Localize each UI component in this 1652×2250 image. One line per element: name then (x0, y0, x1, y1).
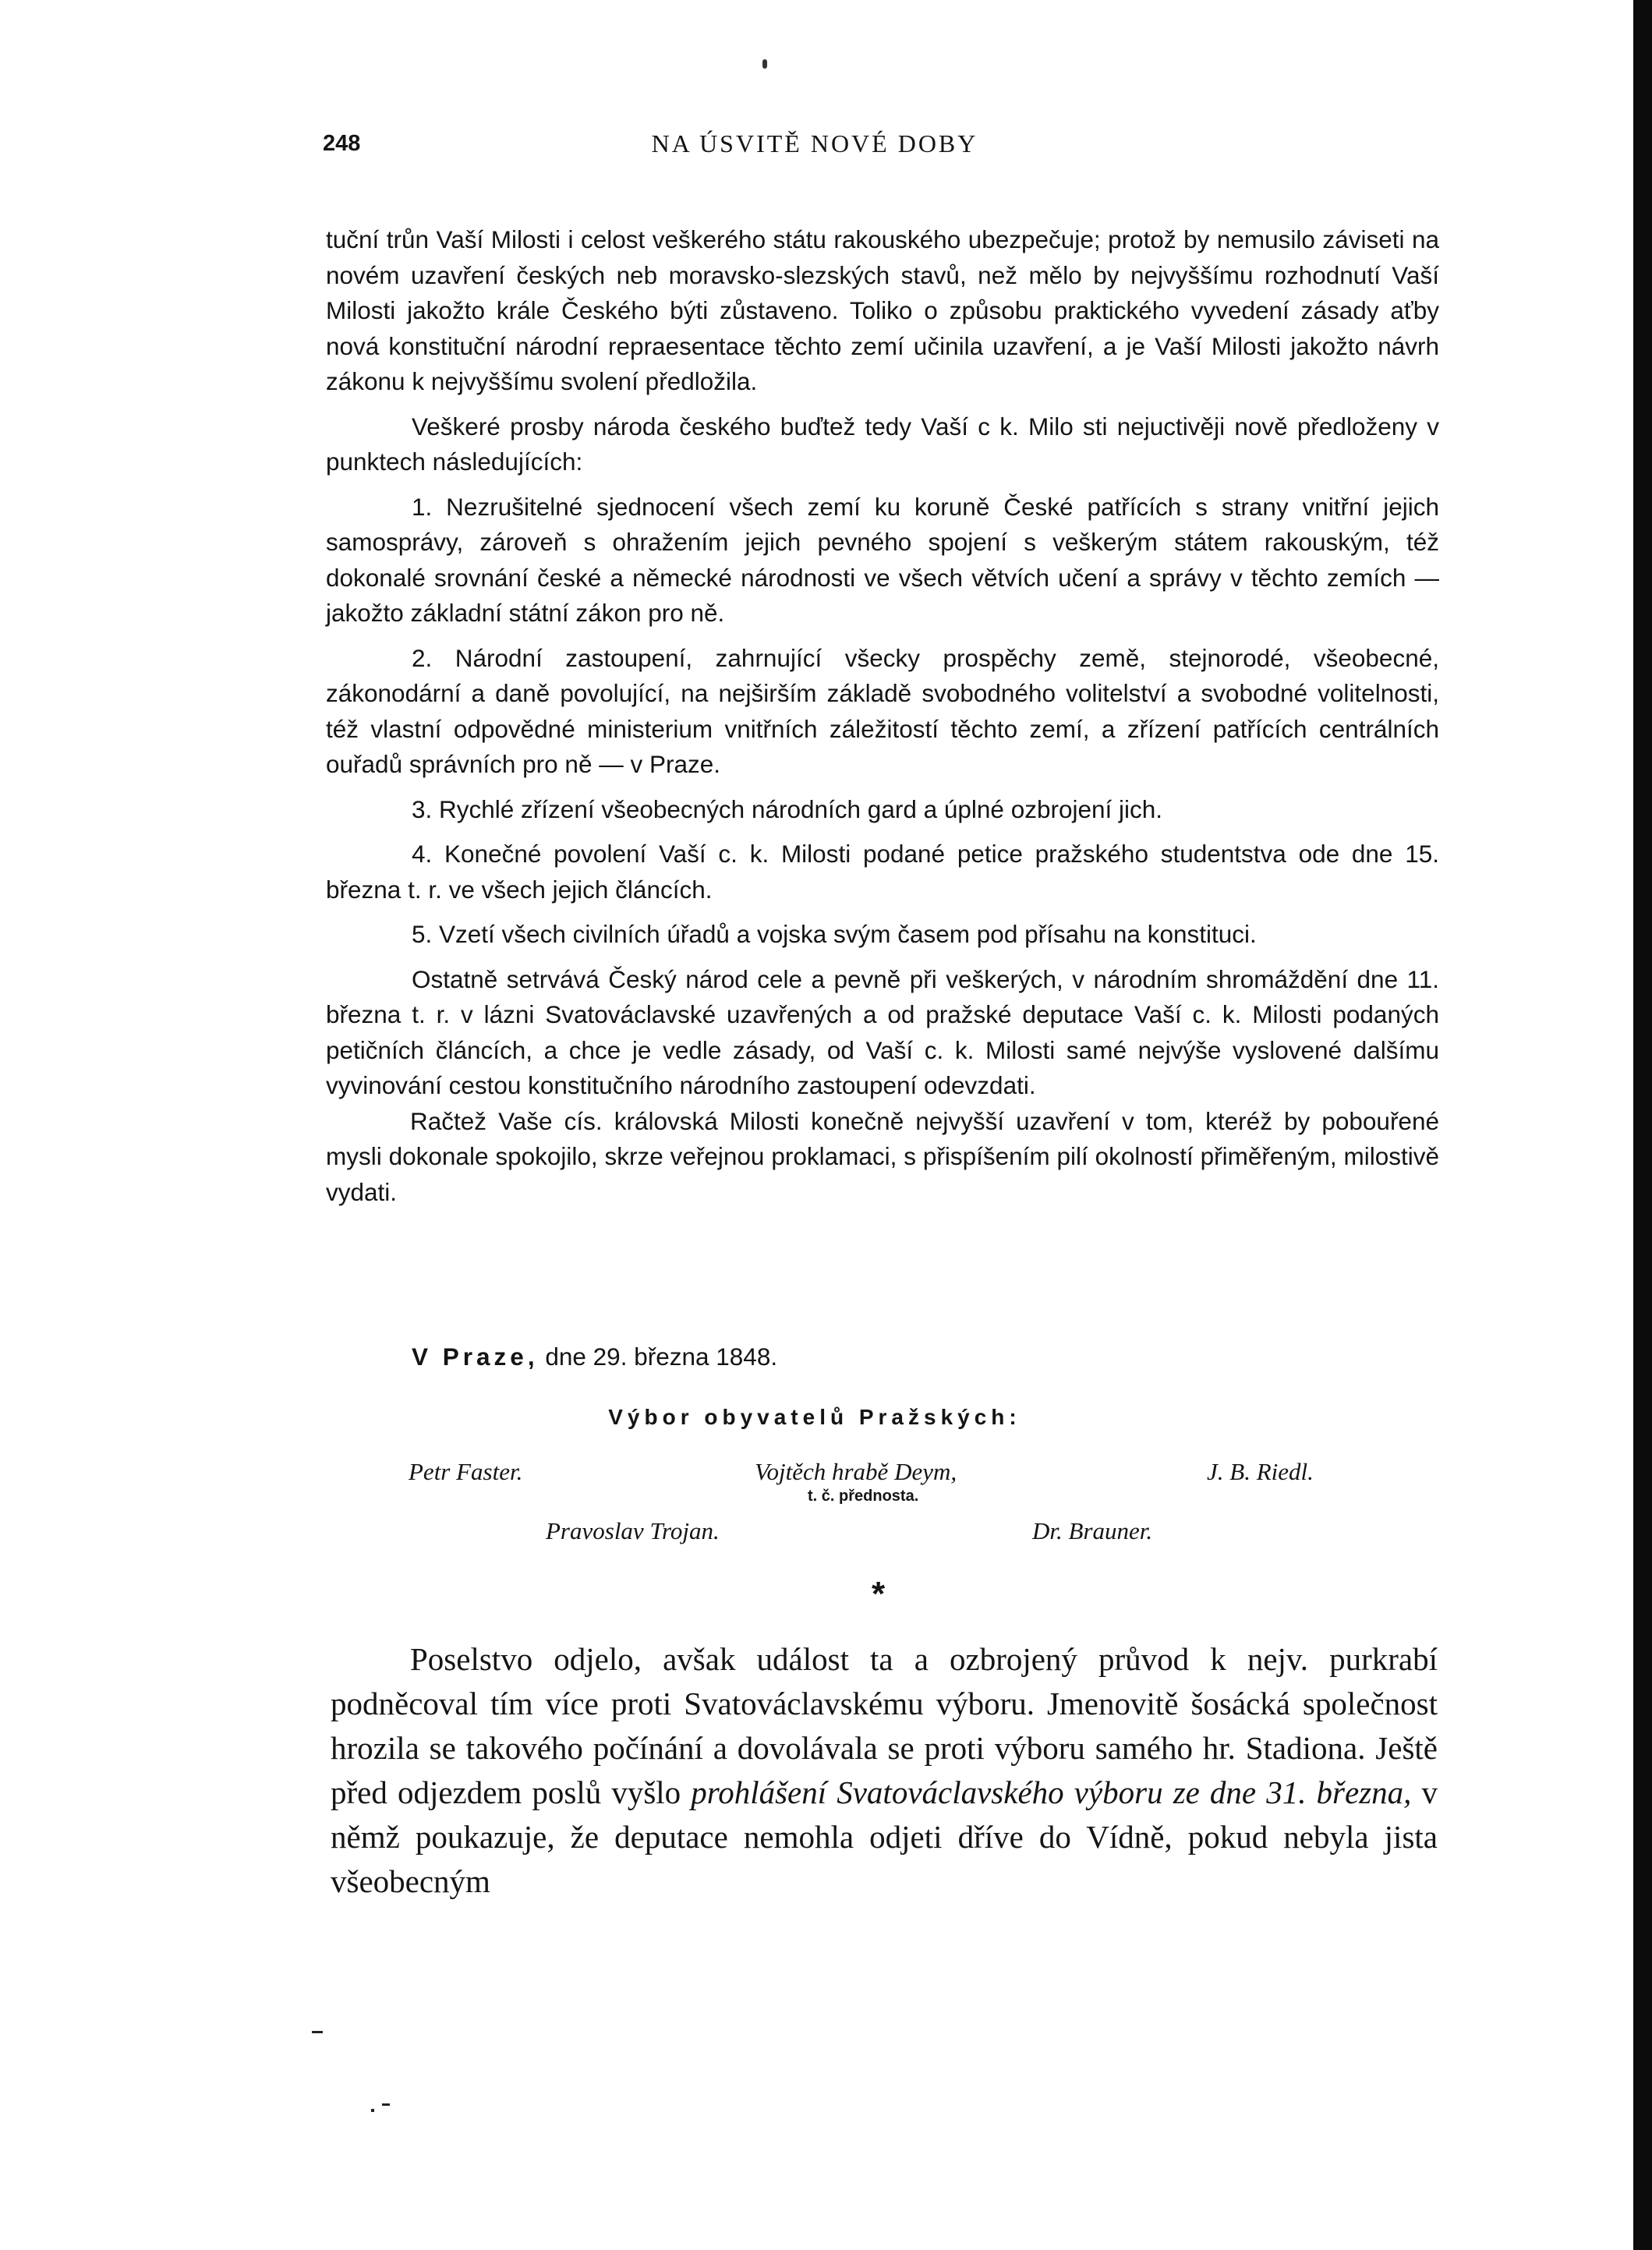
signature-trojan: Pravoslav Trojan. (546, 1517, 720, 1544)
paragraph (331, 1637, 1438, 1904)
date: dne 29. března 1848. (545, 1343, 778, 1371)
paragraph: Veškeré prosby národa českého buďtež tedy Vaší c k. Milo sti nejuctivěji nově předloženy v punktech následujících: (326, 412, 1439, 476)
paragraph: Račtež Vaše cís. královská Milosti konečně nejvyšší uzavření v tom, kteréž by pobouřené mysli dokonale spokojilo, skrze veřejnou proklamaci, s přispíšením pilí okolností přiměřeným, milostivě vydati. (326, 1106, 1439, 1206)
section-separator: * (872, 1575, 886, 1613)
list-item: 4. Konečné povolení Vaší c. k. Milosti podané petice pražského studentstva ode dne 15. března t. r. ve všech jejich článcích. (326, 840, 1439, 904)
signature-brauner: Dr. Brauner. (1032, 1517, 1153, 1544)
paragraph: Ostatně setrvává Český národ cele a pevně při veškerých, v národním shromáždění dne 11. března t. r. v lázni Svatováclavské uzavřených a od pražské deputace Vaší c. k. Milosti podaných petičních článcích, a chce je vedle zásady, od Vaší c. k. Milosti samé nejvýše vyslovené dalšímu vyvinování cestou konstitučního národního zastoupení odevzdati. (326, 964, 1439, 1099)
document-title: prohlášení Svatováclavského výboru ze dne 31. března, (691, 1774, 1412, 1810)
narrative-part: v němž poukazuje, že deputace nemohla odjeti dříve do Vídně, pokud nebyla jista všeobecným (331, 1774, 1438, 1899)
signature-deym: Vojtěch hrabě Deym, (755, 1458, 957, 1485)
running-head: NA ÚSVITĚ NOVÉ DOBY (651, 129, 978, 157)
scan-speck (382, 2103, 390, 2106)
page-number: 248 (323, 131, 361, 156)
narrative-part: Poselstvo odjelo, avšak událost ta a ozbrojený průvod k nejv. purkrabí podněcoval tím více proti Svatováclavskému výboru. Jmenovitě šosácká společnost hrozila se takového počínání a dovolávala se proti výboru samého hr. Stadiona. Ještě před odjezdem poslů vyšlo (331, 1641, 1438, 1810)
petition-text (326, 222, 1439, 1210)
place: V Praze, (412, 1343, 539, 1371)
signature-note: t. č. přednosta. (808, 1488, 919, 1505)
scan-right-border (1633, 0, 1652, 2250)
signature-riedl: J. B. Riedl. (1207, 1458, 1314, 1485)
list-item: 3. Rychlé zřízení všeobecných národních gard a úplné ozbrojení jich. (412, 794, 1163, 823)
list-item: 1. Nezrušitelné sjednocení všech zemí ku koruně České patřících s strany vnitřní jejich samosprávy, zároveň s ohražením jejich pevného spojení s veškerým státem rakouským, též dokonalé srovnání české a německé národnosti ve všech větvích učení a správy v těchto zemích — jakožto základní státní zákon pro ně. (326, 492, 1439, 627)
committee-heading: Výbor obyvatelů Pražských: (608, 1405, 1021, 1429)
scan-speck (371, 2109, 374, 2112)
scan-speck (762, 59, 767, 69)
date-line (412, 1343, 777, 1371)
signature-faster: Petr Faster. (409, 1458, 523, 1485)
list-item: 2. Národní zastoupení, zahrnující všecky prospěchy země, stejnorodé, všeobecné, zákonodární a daně povolující, na nejširším základě svobodného volitelství a svobodné volitelnosti, též vlastní odpovědné ministerium vnitřních záležitostí těchto zemí, a zřízení patřících centrálních ouřadů správních pro ně — v Praze. (326, 643, 1439, 778)
paragraph: tuční trůn Vaší Milosti i celost veškerého státu rakouského ubezpečuje; protož by nemusilo záviseti na novém uzavření českých neb moravsko-slezských stavů, než mělo by nejvyššímu rozhodnutí Vaší Milosti jakožto krále Českého býti zůstaveno. Toliko o způsobu praktického vyvedení zásady aťby nová konstituční národní repraesentace těchto zemí učinila uzavření, a je Vaší Milosti jakožto návrh zákonu k nejvyššímu svolení předložila. (326, 225, 1439, 395)
scan-speck (312, 2031, 323, 2033)
narrative-text (331, 1637, 1438, 1904)
list-item: 5. Vzetí všech civilních úřadů a vojska svým časem pod přísahu na konstituci. (412, 920, 1257, 948)
